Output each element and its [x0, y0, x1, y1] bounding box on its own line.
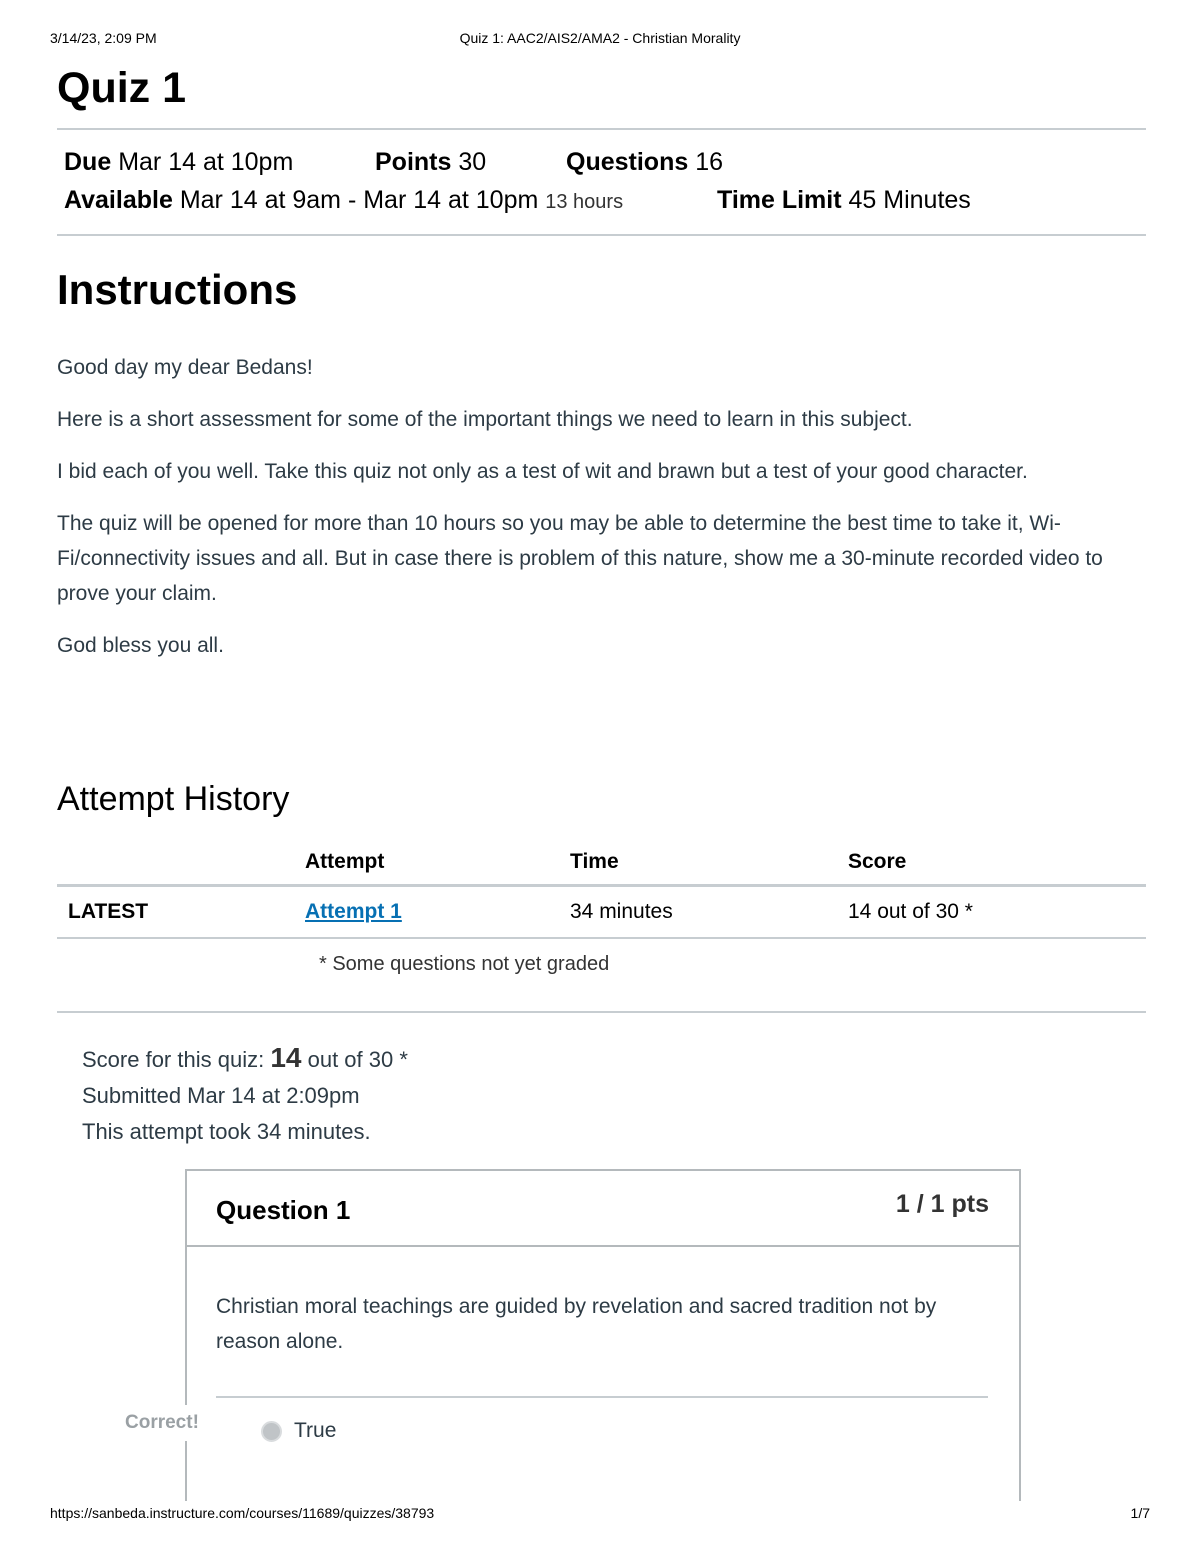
print-url: https://sanbeda.instructure.com/courses/11689/quizzes/38793	[50, 1505, 435, 1521]
attempt-link[interactable]: Attempt 1	[305, 900, 402, 923]
questions-label: Questions	[566, 148, 689, 176]
score-prefix: Score for this quiz:	[82, 1047, 265, 1072]
latest-label: LATEST	[57, 886, 304, 939]
radio-selected-icon	[261, 1421, 282, 1442]
instructions-paragraph: God bless you all.	[57, 634, 224, 657]
questions-value: 16	[695, 148, 724, 176]
attempt-cell	[304, 886, 569, 939]
answer-option	[261, 1419, 336, 1443]
question-text: Christian moral teachings are guided by revelation and sacred tradition not by reason alone.	[216, 1295, 937, 1353]
instructions-paragraph: The quiz will be opened for more than 10 hours so you may be able to determine the best time to take it, Wi-Fi/connectivity issues and all. But in case there is problem of this nature, show me a 30-minute recorded video to prove your claim.	[57, 512, 1103, 605]
questions-meta	[566, 148, 723, 177]
page-number: 1/7	[1130, 1505, 1150, 1521]
column-header-time: Time	[569, 840, 847, 886]
column-header-score: Score	[847, 840, 1146, 886]
score-summary	[82, 1040, 408, 1150]
question-title: Question 1	[216, 1195, 351, 1225]
divider	[57, 1011, 1146, 1013]
available-value: Mar 14 at 9am - Mar 14 at 10pm	[179, 186, 539, 214]
due-label: Due	[64, 148, 112, 176]
instructions-paragraph: Good day my dear Bedans!	[57, 356, 313, 379]
print-date: 3/14/23, 2:09 PM	[50, 30, 157, 46]
time-limit-value: 45 Minutes	[848, 186, 971, 214]
points-meta	[375, 148, 486, 177]
time-limit-meta	[717, 186, 971, 215]
instructions-heading: Instructions	[57, 266, 298, 313]
score-suffix: out of 30 *	[307, 1047, 408, 1072]
divider	[57, 128, 1146, 130]
attempt-history-heading: Attempt History	[57, 780, 290, 818]
print-header	[50, 30, 1150, 50]
ungraded-footnote: * Some questions not yet graded	[319, 953, 610, 975]
answer-label: True	[294, 1419, 337, 1442]
quiz-meta-row-1	[64, 148, 293, 177]
available-label: Available	[64, 186, 173, 214]
time-limit-label: Time Limit	[717, 186, 842, 214]
question-header	[187, 1171, 1019, 1247]
table-header-row	[57, 840, 1146, 886]
available-duration: 13 hours	[545, 191, 624, 213]
print-doc-title: Quiz 1: AAC2/AIS2/AMA2 - Christian Morality	[459, 30, 741, 46]
table-row	[57, 886, 1146, 939]
instructions-paragraph: I bid each of you well. Take this quiz not only as a test of wit and brawn but a test of your good character.	[57, 460, 1028, 483]
attempt-history-table	[57, 840, 1146, 939]
points-label: Points	[375, 148, 452, 176]
question-divider	[216, 1396, 988, 1398]
question-points: 1 / 1 pts	[895, 1190, 989, 1218]
attempt-score: 14 out of 30 *	[847, 886, 1146, 939]
page-title: Quiz 1	[57, 64, 187, 112]
score-line	[82, 1040, 408, 1078]
divider	[57, 234, 1146, 236]
quiz-meta-row-2	[64, 186, 623, 215]
print-footer	[50, 1505, 1150, 1525]
instructions-body	[57, 350, 1146, 680]
column-header	[57, 840, 304, 886]
duration-line: This attempt took 34 minutes.	[82, 1119, 371, 1144]
score-value: 14	[270, 1042, 302, 1073]
submitted-line: Submitted Mar 14 at 2:09pm	[82, 1083, 360, 1108]
attempt-time: 34 minutes	[569, 886, 847, 939]
question-card	[185, 1169, 1021, 1501]
instructions-paragraph: Here is a short assessment for some of the important things we need to learn in this subject.	[57, 408, 913, 431]
points-value: 30	[458, 148, 487, 176]
column-header-attempt: Attempt	[304, 840, 569, 886]
due-value: Mar 14 at 10pm	[118, 148, 294, 176]
correct-answer-tag: Correct!	[125, 1405, 243, 1441]
